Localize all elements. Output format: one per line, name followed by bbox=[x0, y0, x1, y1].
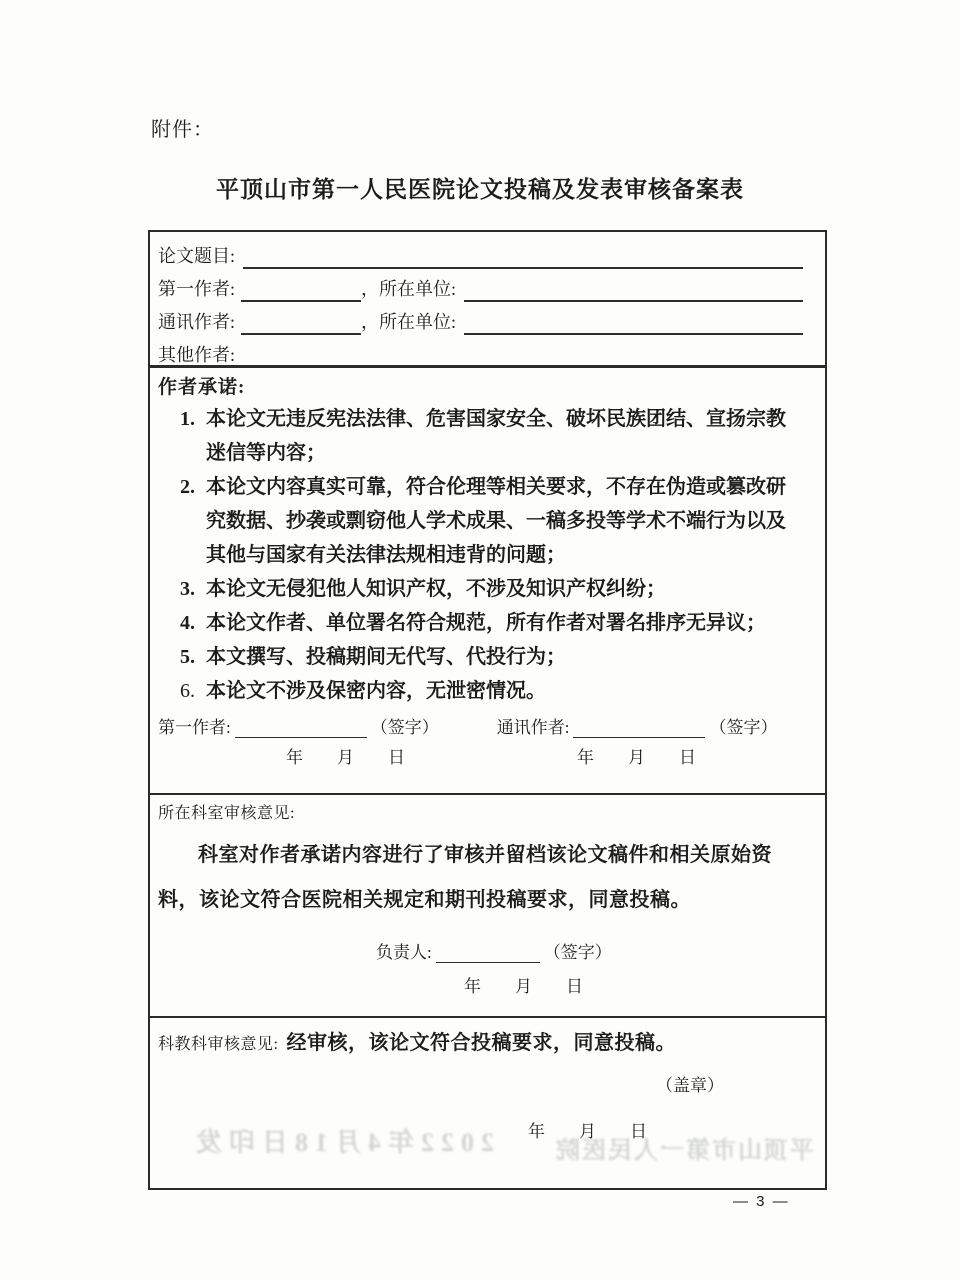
corresponding-author-affiliation-field bbox=[464, 311, 803, 335]
first-author-sign-suffix: （签字） bbox=[370, 718, 439, 737]
commitment-item bbox=[180, 572, 811, 606]
page-title: 平顶山市第一人民医院论文投稿及发表审核备案表 bbox=[216, 177, 744, 202]
other-authors-field bbox=[243, 344, 803, 368]
education-review-section bbox=[150, 1018, 825, 1183]
commitment-item-text: 本论文无违反宪法法律、危害国家安全、破坏民族团结、宣扬宗教迷信等内容； bbox=[206, 408, 786, 464]
education-review-label: 科教科审核意见: bbox=[158, 1036, 279, 1053]
education-review-statement: 经审核，该论文符合投稿要求，同意投稿。 bbox=[286, 1032, 676, 1054]
commitment-item-number: 6. bbox=[180, 680, 195, 702]
department-review-statement: 科室对作者承诺内容进行了审核并留档该论文稿件和相关原始资料，该论文符合医院相关规定和期刊投稿要求，同意投稿。 bbox=[158, 844, 772, 911]
commitment-item bbox=[180, 470, 811, 572]
commitment-item-text: 本文撰写、投稿期间无代写、代投行为； bbox=[206, 646, 566, 668]
author-info-section bbox=[150, 232, 825, 368]
paper-title-field bbox=[243, 245, 803, 269]
paper-title-row bbox=[158, 236, 809, 269]
manager-sign-suffix: （签字） bbox=[543, 943, 612, 962]
commitment-item-text: 本论文内容真实可靠，符合伦理等相关要求，不存在伪造或篡改研究数据、抄袭或剽窃他人学术成果、一稿多投等学术不端行为以及其他与国家有关法律法规相违背的问题； bbox=[206, 476, 786, 566]
corresponding-author-row bbox=[158, 302, 809, 335]
paper-title-label: 论文题目: bbox=[158, 246, 236, 266]
commitment-item-text: 本论文不涉及保密内容，无泄密情况。 bbox=[206, 680, 546, 702]
corresponding-sign-suffix: （签字） bbox=[709, 718, 778, 737]
commitment-item-text: 本论文作者、单位署名符合规范，所有作者对署名排序无异议； bbox=[206, 612, 766, 634]
corresponding-signature-field bbox=[573, 716, 705, 738]
author-commitment-section bbox=[150, 368, 825, 795]
author-signature-date-row bbox=[158, 746, 811, 770]
commitment-item-number: 4. bbox=[180, 612, 195, 634]
education-review-row bbox=[158, 1028, 811, 1058]
corresponding-author-field bbox=[241, 311, 361, 335]
stamp-label: （盖章） bbox=[656, 1076, 724, 1095]
commitment-item-number: 2. bbox=[180, 476, 195, 498]
commitment-item bbox=[180, 402, 811, 470]
attachment-label: 附件： bbox=[151, 119, 214, 141]
corresponding-author-label: 通讯作者: bbox=[158, 312, 236, 332]
first-author-date-line: 年 月 日 bbox=[286, 748, 405, 767]
department-review-label: 所在科室审核意见: bbox=[158, 805, 295, 822]
department-review-section bbox=[150, 795, 825, 1018]
commitment-heading: 作者承诺: bbox=[158, 377, 246, 398]
commitment-item bbox=[180, 606, 811, 640]
manager-signature-row bbox=[158, 937, 811, 963]
commitment-item-text: 本论文无侵犯他人知识产权，不涉及知识产权纠纷； bbox=[206, 578, 666, 600]
first-author-affiliation-label: ，所在单位: bbox=[361, 279, 457, 299]
author-signature-row bbox=[158, 710, 811, 738]
corresponding-author-affiliation-label: ，所在单位: bbox=[361, 312, 457, 332]
department-date-line: 年 月 日 bbox=[464, 977, 583, 996]
first-author-row bbox=[158, 269, 809, 302]
education-date-line: 年 月 日 bbox=[528, 1122, 647, 1141]
other-authors-row bbox=[158, 335, 809, 368]
first-author-signature-field bbox=[235, 716, 367, 738]
commitment-item bbox=[180, 640, 811, 674]
commitment-item bbox=[180, 674, 811, 708]
commitment-item-number: 3. bbox=[180, 578, 195, 600]
bleedthrough-date-text: 2022年4月18日印发 bbox=[188, 1128, 494, 1157]
form-table bbox=[148, 230, 827, 1190]
commitment-item-number: 1. bbox=[180, 408, 195, 430]
manager-label: 负责人: bbox=[376, 943, 432, 962]
first-author-field bbox=[241, 278, 361, 302]
first-author-sign-label: 第一作者: bbox=[158, 718, 231, 737]
page-number: — 3 — bbox=[733, 1193, 790, 1210]
bleedthrough-org-text: 平顶山市第一人民医院 bbox=[554, 1138, 814, 1164]
first-author-affiliation-field bbox=[464, 278, 803, 302]
commitment-item-number: 5. bbox=[180, 646, 195, 668]
corresponding-date-line: 年 月 日 bbox=[577, 748, 696, 767]
other-authors-label: 其他作者: bbox=[158, 345, 236, 365]
corresponding-sign-label: 通讯作者: bbox=[496, 718, 570, 737]
commitment-list bbox=[180, 402, 811, 708]
manager-signature-field bbox=[436, 941, 540, 963]
first-author-label: 第一作者: bbox=[158, 279, 236, 299]
